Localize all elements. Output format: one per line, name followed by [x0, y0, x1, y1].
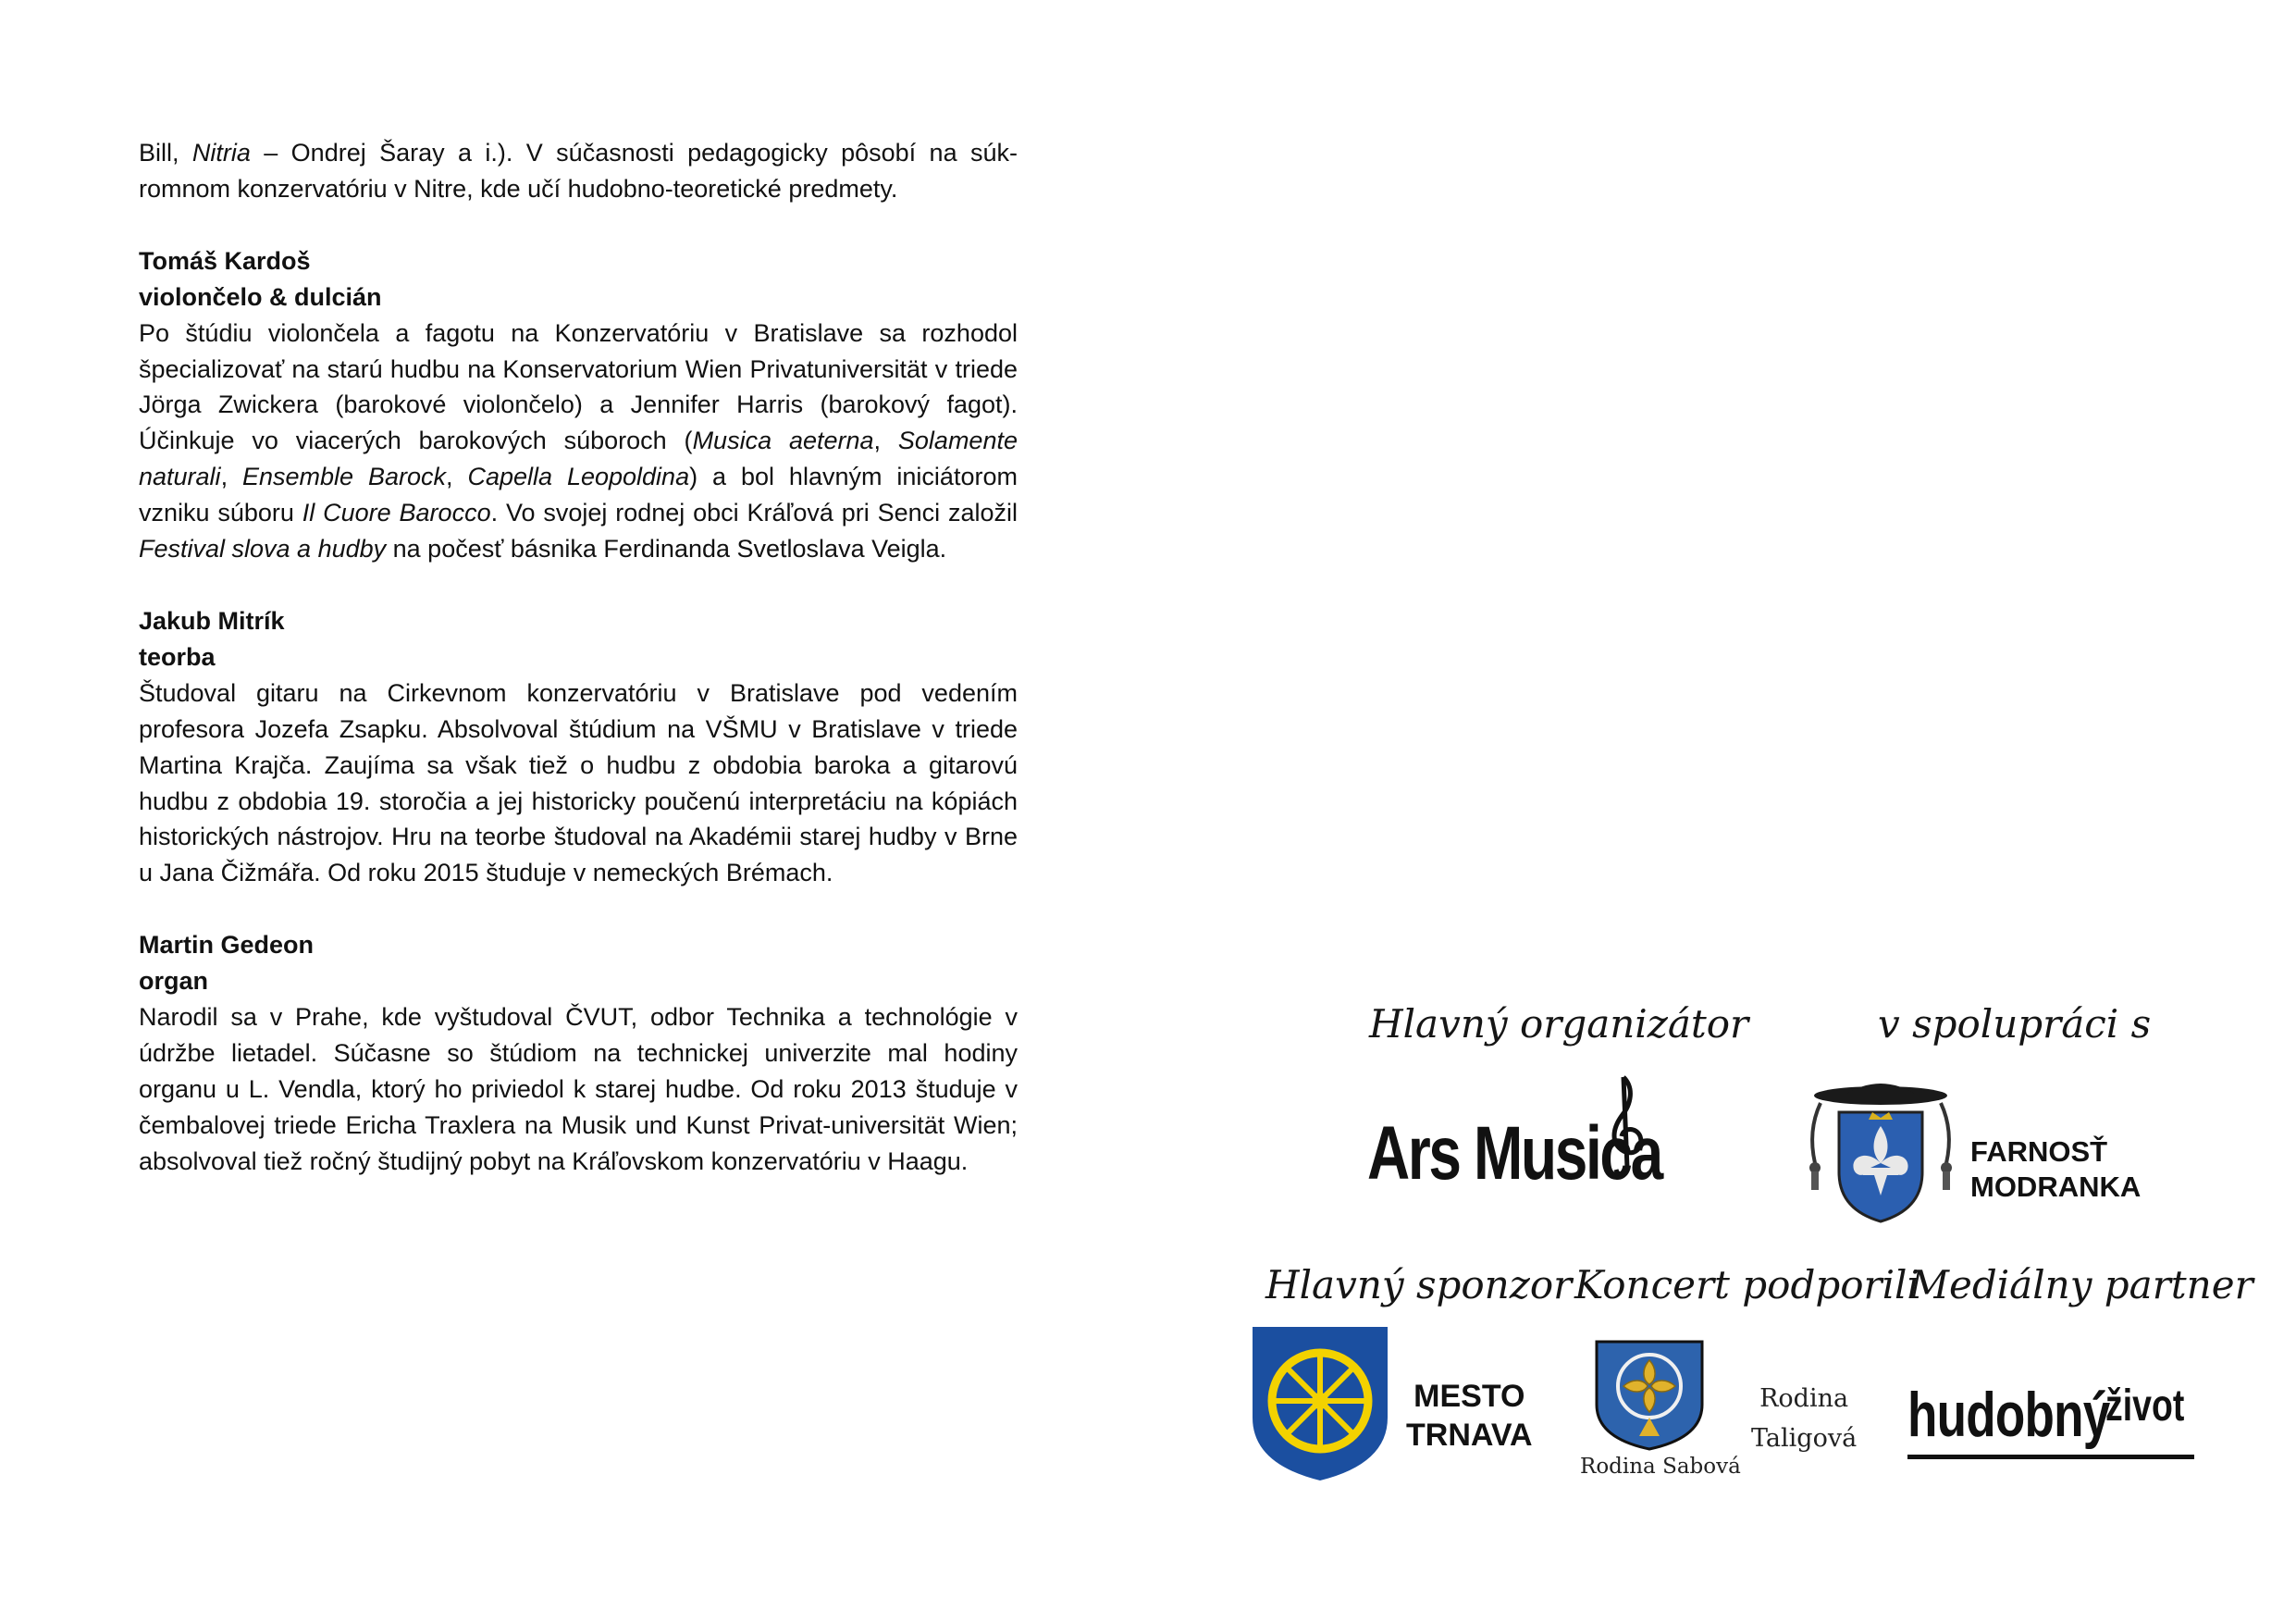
taligova-line1: Rodina [1759, 1384, 1849, 1413]
farnost-line2: MODRANKA [1970, 1171, 2142, 1203]
bio-name-mitrik: Jakub Mitrík [139, 606, 285, 635]
bio-text-mitrik: Študoval gitaru na Cirkevnom konzervatóriu v Bratislave pod vedením profesora Jozefa Zsapku. Absolvoval štúdium na VŠMU v Bratislave v triede Martina Krajča. Zaujíma sa však tiež o hudbu z obdobia baroka a gitarovú hudbu z obdobia 19. storočia a jej historicky poučenú interpretáciu na kópiách historických nástrojov. Hru na teorbe študoval na Akadémii starej hudby v Brne u Jana Čižmářa. Od roku 2015 študuje v nemeckých Brémach. [139, 678, 1018, 887]
mesto-line1: MESTO [1413, 1379, 1525, 1414]
hudobny-underline [1907, 1455, 2194, 1459]
cooperation-heading: v spolupráci s [1878, 1001, 2152, 1047]
bio-name-kardos: Tomáš Kardoš [139, 246, 311, 275]
sabova-label: Rodina Sabová [1580, 1455, 1741, 1479]
main-sponsor-heading: Hlavný sponzor [1265, 1262, 1573, 1307]
taligova-label [1751, 1379, 1857, 1458]
intro-paragraph: Bill, Nitria – Ondrej Šaray a i.). V súčasnosti pedagogicky pôsobí na súkromnom konzervatóriu v Nitre, kde učí hudobno-teoretické predmety. [139, 139, 1018, 203]
bio-role-mitrik: teorba [139, 642, 216, 671]
farnost-line1: FARNOSŤ [1970, 1135, 2108, 1168]
modranka-coat-of-arms-icon [1802, 1075, 1959, 1223]
ars-musica-logo [1367, 1092, 1663, 1212]
hudobny-text: hudobný [1907, 1380, 2110, 1450]
zivot-text: život [2105, 1381, 2185, 1431]
bio-role-gedeon: organ [139, 967, 209, 996]
media-partner-heading: Mediálny partner [1909, 1262, 2253, 1307]
bio-role-kardos: violončelo & dulcián [139, 282, 382, 311]
biography-column [139, 135, 1018, 1180]
supported-heading: Koncert podporili [1574, 1262, 1920, 1307]
bio-name-gedeon: Martin Gedeon [139, 931, 315, 960]
treble-clef-icon [1603, 1075, 1659, 1177]
sabova-coat-of-arms-icon [1595, 1340, 1704, 1451]
mesto-line2: TRNAVA [1406, 1418, 1533, 1453]
bio-text-gedeon: Narodil sa v Prahe, kde vyštudoval ČVUT, odbor Technika a technológie v údržbe lietadel. Súčasne so štúdiom na technickej univerzite mal hodiny organu u L. Vendla, ktorý ho priviedol k starej hudbe. Od roku 2013 študuje v čembalovej triede Ericha Traxlera na Musik und Kunst Privat-universität Wien; absolvoval tiež ročný študijný pobyt na Kráľovskom konzervatóriu v Haagu. [139, 1003, 1018, 1175]
trnava-coat-of-arms-icon [1251, 1325, 1389, 1482]
bio-text-kardos: Po štúdiu violončela a fagotu na Konzervatóriu v Bratislave sa rozhodol špecializovať na starú hudbu na Konservatorium Wien Privatuniversität v triede Jörga Zwickera (barokové violončelo) a Jennifer Harris (barokový fagot). Účinkuje vo viacerých barokových súboroch (Musica aeterna, Solamente naturali, Ensemble Barock, Capella Leopoldina) a bol hlavným iniciátorom vzniku súboru Il Cuore Barocco. Vo svojej rodnej obci Kráľová pri Senci založil Festival slova a hudby na počesť básnika Ferdinanda Svetloslava Veigla. [139, 318, 1018, 564]
ars-musica-text: Ars Musica [1367, 1111, 1661, 1196]
hudobny-zivot-logo [1907, 1379, 2203, 1462]
mesto-trnava-label [1406, 1377, 1533, 1455]
organizer-heading: Hlavný organizátor [1369, 1001, 1749, 1047]
taligova-line2: Taligová [1751, 1424, 1858, 1453]
farnost-label [1970, 1134, 2141, 1205]
